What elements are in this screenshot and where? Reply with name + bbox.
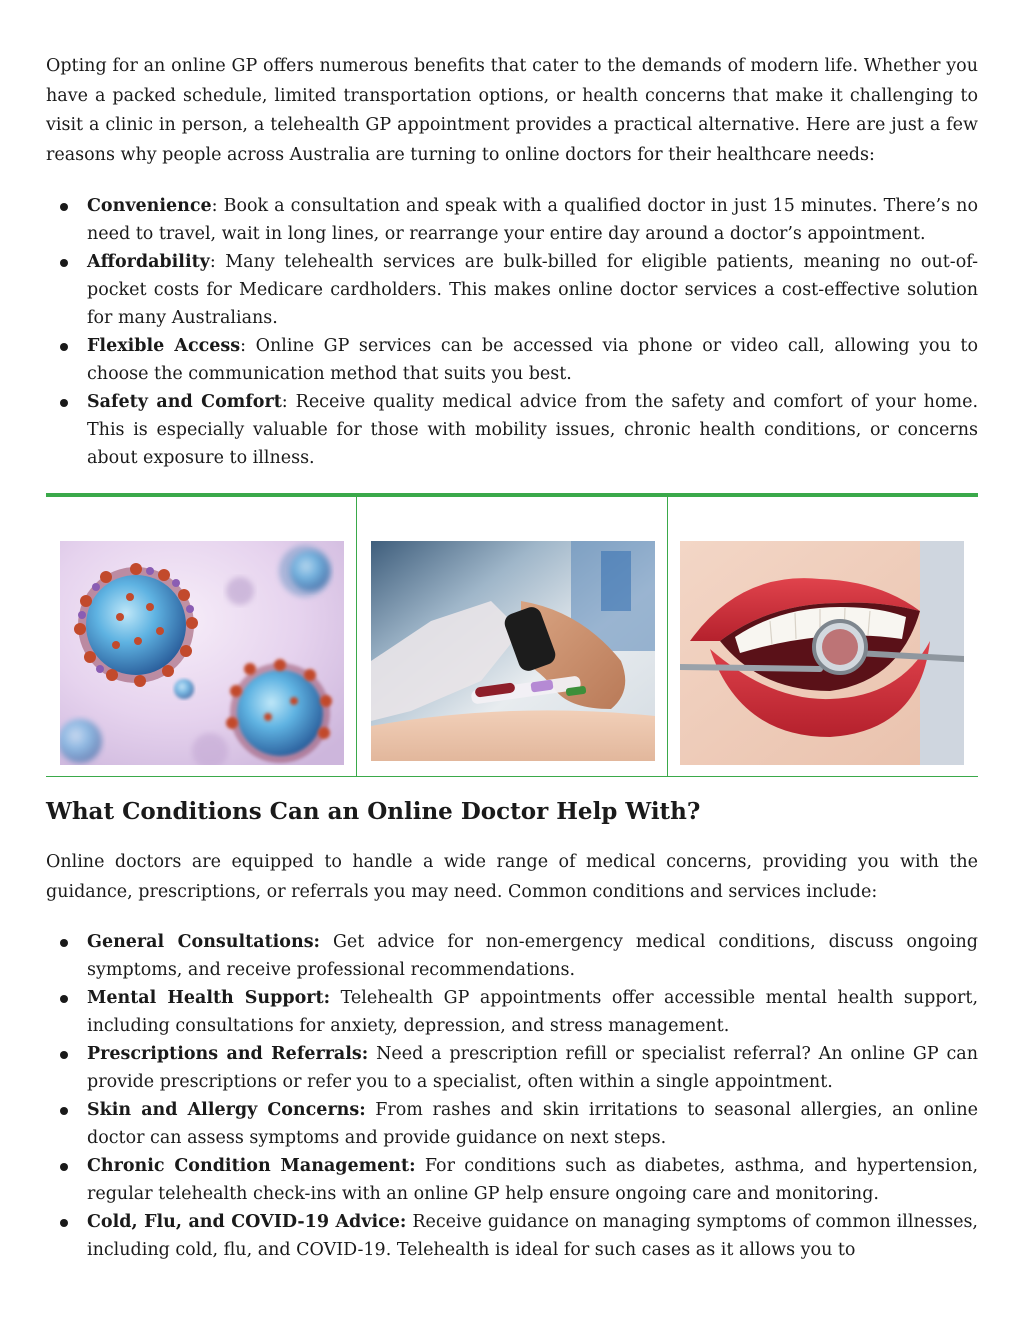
dental-exam-icon [680,541,964,765]
condition-title: Prescriptions and Referrals: [87,1044,369,1064]
benefit-title: Flexible Access [87,336,241,356]
list-item [46,928,978,984]
benefit-text: : Receive quality medical advice from the safety and comfort of your home. This is especially valuable for those with mobility issues, chronic health conditions, or concerns about exposure to illness. [87,392,979,468]
bullet-icon [60,1051,68,1059]
bullet-icon [60,1163,68,1171]
benefit-text: : Online GP services can be accessed via phone or video call, allowing you to choose the communication method that suits you best. [87,336,978,384]
list-item [46,332,978,388]
dental-exam-image [680,541,964,765]
bullet-icon [60,259,68,267]
bullet-icon [60,995,68,1003]
condition-title: Skin and Allergy Concerns: [87,1100,366,1120]
virus-illustration-image [60,541,344,765]
list-item [46,192,978,248]
image-cell [667,497,978,776]
benefits-list [46,192,978,472]
condition-text: Get advice for non-emergency medical conditions, discuss ongoing symptoms, and receive professional recommendations. [87,932,978,980]
list-item [46,1096,978,1152]
list-item [46,1152,978,1208]
bullet-icon [60,399,68,407]
benefit-text: : Many telehealth services are bulk-billed for eligible patients, meaning no out-of-pocket costs for Medicare cardholders. This makes online doctor services a cost-effective solution for many Australians. [87,252,978,328]
condition-title: Chronic Condition Management: [87,1156,416,1176]
blood-test-icon [371,541,655,761]
benefit-title: Convenience [87,196,212,216]
bullet-icon [60,1107,68,1115]
list-item [46,1208,978,1264]
condition-text: Need a prescription refill or specialist referral? An online GP can provide prescriptions or refer you to a specialist, often within a single appointment. [87,1044,978,1092]
condition-text: Telehealth GP appointments offer accessible mental health support, including consultations for anxiety, depression, and stress management. [87,988,979,1036]
condition-title: General Consultations: [87,932,321,952]
section-heading: What Conditions Can an Online Doctor Help With? [46,798,701,825]
bullet-icon [60,1219,68,1227]
list-item [46,248,978,332]
benefit-title: Safety and Comfort [87,392,282,412]
list-item [46,984,978,1040]
image-cell [356,497,667,776]
intro-paragraph: Opting for an online GP offers numerous benefits that cater to the demands of modern life. Whether you have a packed schedule, limited transportation options, or health concerns that make it challenging to visit a clinic in person, a telehealth GP appointment provides a practical alternative. Here are just a few reasons why people across Australia are turning to online doctors for their healthcare needs: [46,56,978,165]
benefit-title: Affordability [87,252,210,272]
bullet-icon [60,939,68,947]
blood-test-image [371,541,655,761]
benefit-text: : Book a consultation and speak with a qualified doctor in just 15 minutes. There’s no need to travel, wait in long lines, or rearrange your entire day around a doctor’s appointment. [87,196,978,244]
virus-icon [60,541,344,765]
bullet-icon [60,343,68,351]
image-cell [46,497,356,776]
condition-text: For conditions such as diabetes, asthma, and hypertension, regular telehealth check-ins with an online GP help ensure ongoing care and monitoring. [87,1156,979,1204]
list-item [46,388,978,472]
image-table [46,493,978,777]
page-content [46,52,978,472]
conditions-intro-paragraph: Online doctors are equipped to handle a wide range of medical concerns, providing you with the guidance, prescriptions, or referrals you may need. Common conditions and services include: [46,852,978,902]
bullet-icon [60,203,68,211]
list-item [46,1040,978,1096]
condition-text: From rashes and skin irritations to seasonal allergies, an online doctor can assess symptoms and provide guidance on next steps. [87,1100,978,1148]
conditions-list [46,928,978,1264]
condition-title: Mental Health Support: [87,988,331,1008]
condition-text: Receive guidance on managing symptoms of common illnesses, including cold, flu, and COVID-19. Telehealth is ideal for such cases as it allows you to [87,1212,978,1260]
condition-title: Cold, Flu, and COVID-19 Advice: [87,1212,407,1232]
